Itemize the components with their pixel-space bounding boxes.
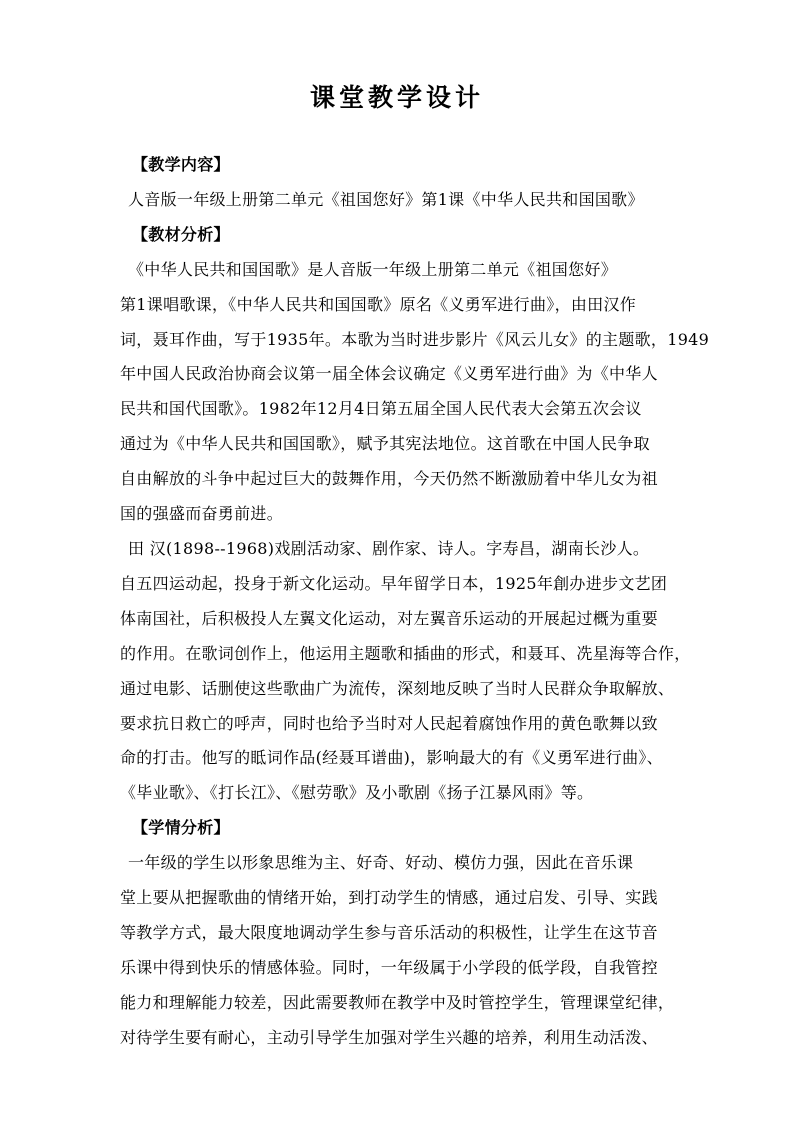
paragraph-line: 《毕业歌》、《打长江》、《慰劳歌》及小歌剧《扬子江暴风雨》等。: [120, 783, 594, 803]
paragraph-line: 能力和理解能力较差，因此需要教师在教学中及时管控学生，管理课堂纪律，: [120, 992, 675, 1012]
paragraph-line: 通过为《中华人民共和国国歌》，赋予其宪法地位。这首歌在中国人民争取: [120, 434, 650, 454]
paragraph-line: 命的打击。他写的眡词作品(经聂耳谱曲)，影响最大的有《义勇军进行曲》、: [120, 748, 663, 768]
paragraph-line: 田 汉(1898--1968)戏剧活动家、剧作家、诗人。字寿昌，湖南长沙人。: [128, 538, 650, 558]
paragraph-line: 对待学生要有耐心，主动引导学生加强对学生兴趣的培养，利用生动活泼、: [120, 1027, 658, 1047]
paragraph-line: 通过电影、话删使这些歌曲广为流传，深刻地反映了当时人民群众争取解放、: [120, 678, 675, 698]
paragraph-line: 的作用。在歌词创作上，他运用主题歌和插曲的形式，和聂耳、冼星海等合作，: [120, 643, 691, 663]
paragraph-line: 堂上要从把握歌曲的情绪开始，到打动学生的情感，通过启发、引导、实践: [120, 888, 658, 908]
paragraph-line: 年中国人民政治协商会议第一届全体会议确定《义勇军进行曲》为《中华人: [120, 364, 658, 384]
section-heading-student-analysis: 【学情分析】: [132, 818, 230, 838]
paragraph-line: 一年级的学生以形象思维为主、好奇、好动、模仿力强，因此在音乐课: [128, 853, 634, 873]
paragraph-line: 体南国社，后积极投人左翼文化运动，对左翼音乐运动的开展起过概为重要: [120, 608, 658, 628]
document-body: [120, 148, 714, 1056]
paragraph-line: 《中华人民共和国国歌》是人音版一年级上册第二单元《祖国您好》: [128, 259, 618, 279]
paragraph-line: 民共和国代国歌》。1982年12月4日第五届全国人民代表大会第五次会议: [120, 399, 642, 419]
paragraph-line: 自五四运动起，投身于新文化运动。早年留学日本，1925年創办进步文艺团: [120, 573, 668, 593]
section-heading-material-analysis: 【教材分析】: [132, 224, 230, 244]
section-heading-teaching-content: 【教学内容】: [132, 155, 230, 174]
paragraph-line: 国的强盛而奋勇前进。: [120, 504, 284, 524]
paragraph-line: 人音版一年级上册第二单元《祖国您好》第1课《中华人民共和国国歌》: [128, 189, 644, 209]
paragraph-line: 自由解放的斗争中起过巨大的鼓舞作用，今天仍然不断激励着中华儿女为祖: [120, 469, 658, 489]
paragraph-line: 乐课中得到快乐的情感体验。同时，一年级属于小学段的低学段，自我管控: [120, 957, 658, 977]
paragraph-line: 要求抗日救亡的呼声，同时也给予当时对人民起着腐蚀作用的黄色歌舞以致: [120, 713, 658, 733]
paragraph-line: 第1课唱歌课，《中华人民共和国国歌》原名《义勇军进行曲》，由田汉作: [120, 294, 637, 314]
paragraph-line: 词，聂耳作曲，写于1935年。本歌为当时进步影片《风云儿女》的主题歌，1949: [120, 329, 710, 349]
paragraph-line: 等教学方式，最大限度地调动学生参与音乐活动的积极性，让学生在这节音: [120, 922, 658, 942]
page-title: 课堂教学设计: [309, 83, 484, 112]
